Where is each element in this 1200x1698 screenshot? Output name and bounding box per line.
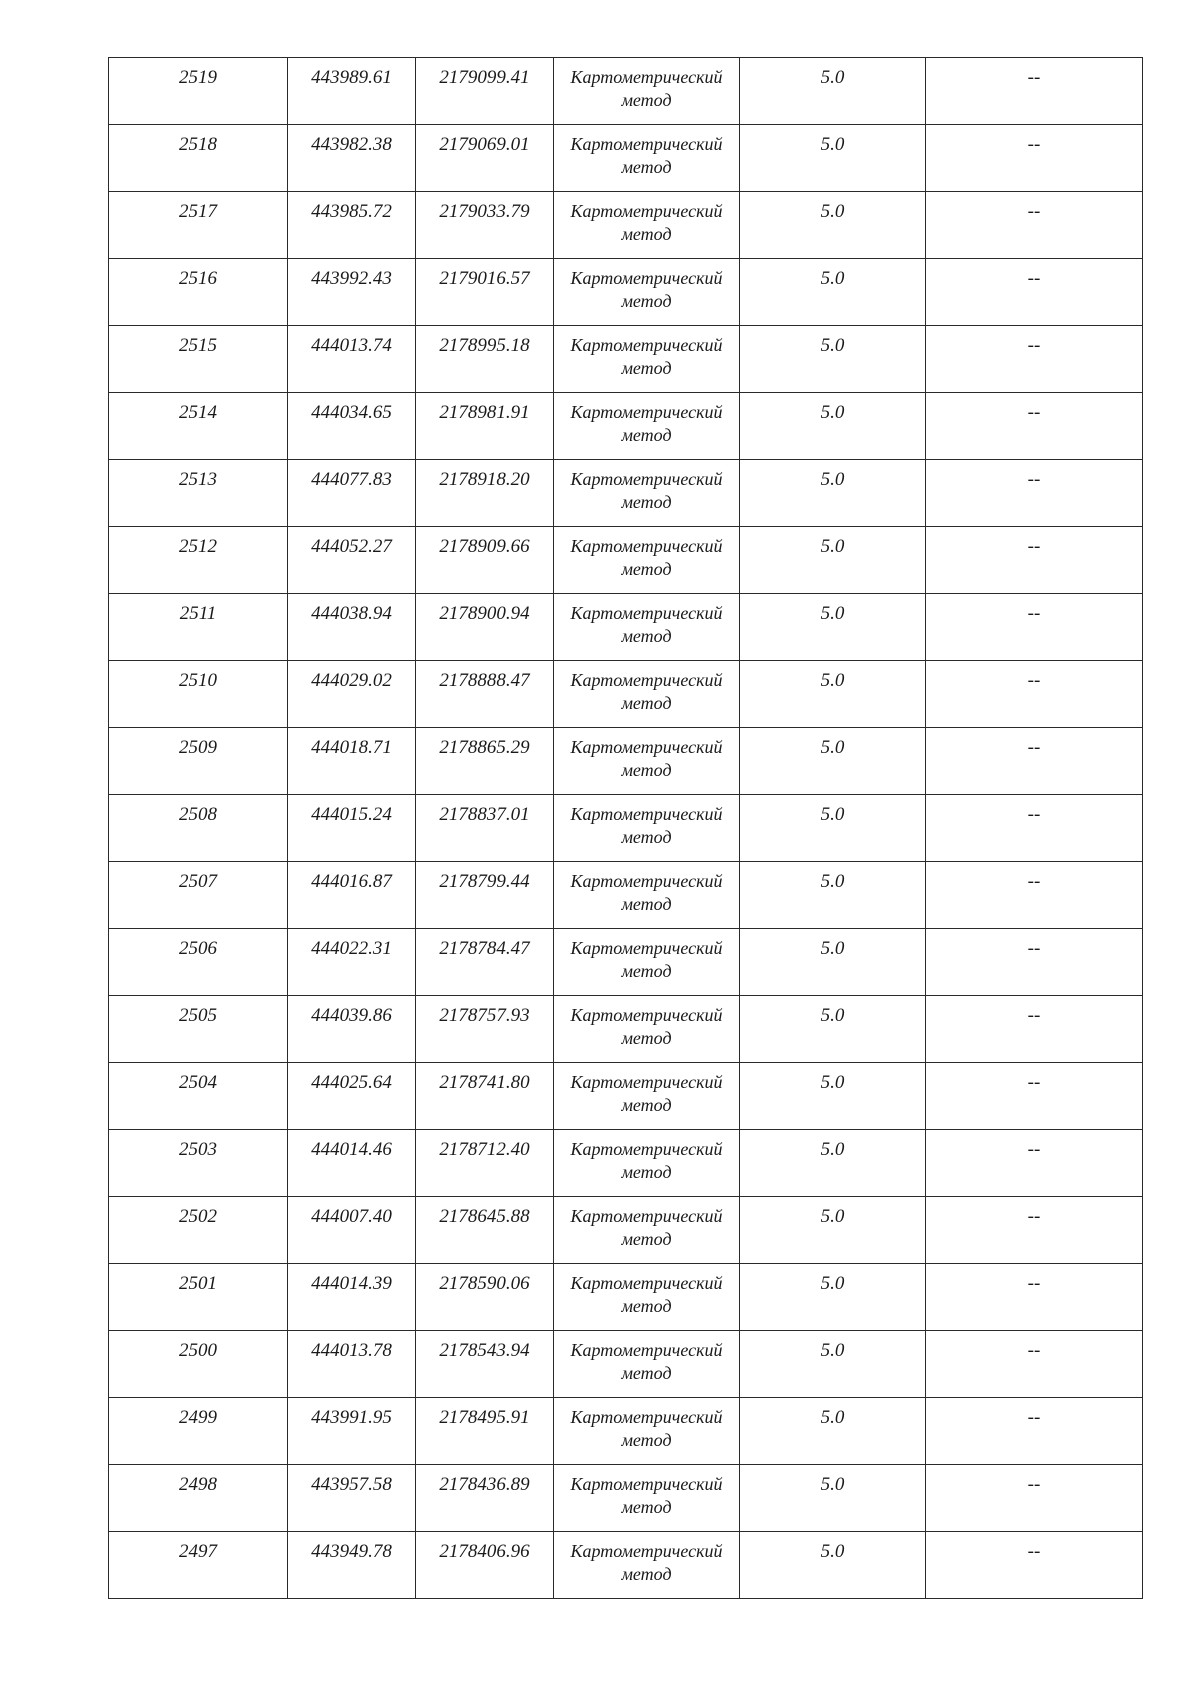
method-cell: Картометрический метод [554,125,740,192]
method-cell: Картометрический метод [554,1465,740,1532]
point-number-cell: 2515 [109,326,288,393]
method-cell: Картометрический метод [554,1532,740,1599]
note-cell: -- [926,326,1143,393]
point-number-cell: 2517 [109,192,288,259]
point-number-cell: 2504 [109,1063,288,1130]
point-number-cell: 2499 [109,1398,288,1465]
accuracy-cell: 5.0 [740,996,926,1063]
x-coordinate-cell: 443949.78 [288,1532,416,1599]
note-cell: -- [926,929,1143,996]
x-coordinate-cell: 443989.61 [288,58,416,125]
table-row [109,58,1143,125]
x-coordinate-cell: 444052.27 [288,527,416,594]
accuracy-cell: 5.0 [740,1532,926,1599]
table-row [109,1465,1143,1532]
table-row [109,996,1143,1063]
y-coordinate-cell: 2178981.91 [416,393,554,460]
method-cell: Картометрический метод [554,1331,740,1398]
point-number-cell: 2505 [109,996,288,1063]
method-cell: Картометрический метод [554,58,740,125]
method-cell: Картометрический метод [554,393,740,460]
y-coordinate-cell: 2178645.88 [416,1197,554,1264]
note-cell: -- [926,460,1143,527]
point-number-cell: 2503 [109,1130,288,1197]
point-number-cell: 2519 [109,58,288,125]
point-number-cell: 2497 [109,1532,288,1599]
table-row [109,862,1143,929]
accuracy-cell: 5.0 [740,929,926,996]
y-coordinate-cell: 2178865.29 [416,728,554,795]
y-coordinate-cell: 2179069.01 [416,125,554,192]
y-coordinate-cell: 2178888.47 [416,661,554,728]
table-row [109,1532,1143,1599]
method-cell: Картометрический метод [554,326,740,393]
accuracy-cell: 5.0 [740,1331,926,1398]
method-cell: Картометрический метод [554,1264,740,1331]
method-cell: Картометрический метод [554,1398,740,1465]
x-coordinate-cell: 444014.46 [288,1130,416,1197]
note-cell: -- [926,594,1143,661]
table-row [109,259,1143,326]
note-cell: -- [926,125,1143,192]
note-cell: -- [926,1398,1143,1465]
coordinates-table [108,57,1143,1599]
point-number-cell: 2511 [109,594,288,661]
table-row [109,125,1143,192]
note-cell: -- [926,1197,1143,1264]
x-coordinate-cell: 443991.95 [288,1398,416,1465]
point-number-cell: 2513 [109,460,288,527]
point-number-cell: 2518 [109,125,288,192]
note-cell: -- [926,728,1143,795]
point-number-cell: 2516 [109,259,288,326]
y-coordinate-cell: 2178741.80 [416,1063,554,1130]
accuracy-cell: 5.0 [740,125,926,192]
method-cell: Картометрический метод [554,862,740,929]
method-cell: Картометрический метод [554,996,740,1063]
point-number-cell: 2510 [109,661,288,728]
note-cell: -- [926,1331,1143,1398]
note-cell: -- [926,192,1143,259]
y-coordinate-cell: 2179033.79 [416,192,554,259]
x-coordinate-cell: 444014.39 [288,1264,416,1331]
point-number-cell: 2507 [109,862,288,929]
note-cell: -- [926,1063,1143,1130]
note-cell: -- [926,259,1143,326]
x-coordinate-cell: 444013.74 [288,326,416,393]
accuracy-cell: 5.0 [740,1197,926,1264]
point-number-cell: 2506 [109,929,288,996]
table-row [109,795,1143,862]
note-cell: -- [926,1465,1143,1532]
y-coordinate-cell: 2178900.94 [416,594,554,661]
table-row [109,1130,1143,1197]
x-coordinate-cell: 444022.31 [288,929,416,996]
point-number-cell: 2509 [109,728,288,795]
table-row [109,460,1143,527]
y-coordinate-cell: 2178712.40 [416,1130,554,1197]
point-number-cell: 2514 [109,393,288,460]
y-coordinate-cell: 2178757.93 [416,996,554,1063]
x-coordinate-cell: 444039.86 [288,996,416,1063]
y-coordinate-cell: 2178590.06 [416,1264,554,1331]
table-row [109,1264,1143,1331]
note-cell: -- [926,661,1143,728]
method-cell: Картометрический метод [554,929,740,996]
x-coordinate-cell: 444013.78 [288,1331,416,1398]
x-coordinate-cell: 444038.94 [288,594,416,661]
accuracy-cell: 5.0 [740,661,926,728]
point-number-cell: 2502 [109,1197,288,1264]
method-cell: Картометрический метод [554,795,740,862]
note-cell: -- [926,996,1143,1063]
method-cell: Картометрический метод [554,728,740,795]
y-coordinate-cell: 2178909.66 [416,527,554,594]
x-coordinate-cell: 444034.65 [288,393,416,460]
accuracy-cell: 5.0 [740,1264,926,1331]
accuracy-cell: 5.0 [740,527,926,594]
y-coordinate-cell: 2178495.91 [416,1398,554,1465]
method-cell: Картометрический метод [554,527,740,594]
accuracy-cell: 5.0 [740,460,926,527]
table-row [109,1331,1143,1398]
note-cell: -- [926,1264,1143,1331]
y-coordinate-cell: 2178406.96 [416,1532,554,1599]
method-cell: Картометрический метод [554,594,740,661]
y-coordinate-cell: 2178543.94 [416,1331,554,1398]
note-cell: -- [926,58,1143,125]
note-cell: -- [926,527,1143,594]
accuracy-cell: 5.0 [740,393,926,460]
x-coordinate-cell: 444077.83 [288,460,416,527]
y-coordinate-cell: 2178436.89 [416,1465,554,1532]
accuracy-cell: 5.0 [740,1398,926,1465]
x-coordinate-cell: 443992.43 [288,259,416,326]
note-cell: -- [926,1130,1143,1197]
x-coordinate-cell: 443957.58 [288,1465,416,1532]
y-coordinate-cell: 2179016.57 [416,259,554,326]
x-coordinate-cell: 444025.64 [288,1063,416,1130]
y-coordinate-cell: 2178837.01 [416,795,554,862]
y-coordinate-cell: 2179099.41 [416,58,554,125]
method-cell: Картометрический метод [554,259,740,326]
table-row [109,192,1143,259]
accuracy-cell: 5.0 [740,1130,926,1197]
method-cell: Картометрический метод [554,1063,740,1130]
point-number-cell: 2508 [109,795,288,862]
x-coordinate-cell: 444016.87 [288,862,416,929]
accuracy-cell: 5.0 [740,192,926,259]
table-row [109,326,1143,393]
table-row [109,393,1143,460]
table-row [109,527,1143,594]
note-cell: -- [926,1532,1143,1599]
point-number-cell: 2501 [109,1264,288,1331]
y-coordinate-cell: 2178799.44 [416,862,554,929]
accuracy-cell: 5.0 [740,326,926,393]
accuracy-cell: 5.0 [740,728,926,795]
method-cell: Картометрический метод [554,1130,740,1197]
x-coordinate-cell: 443985.72 [288,192,416,259]
table-row [109,728,1143,795]
accuracy-cell: 5.0 [740,862,926,929]
table-row [109,661,1143,728]
accuracy-cell: 5.0 [740,594,926,661]
note-cell: -- [926,795,1143,862]
table-row [109,594,1143,661]
table-row [109,1398,1143,1465]
point-number-cell: 2512 [109,527,288,594]
point-number-cell: 2500 [109,1331,288,1398]
table-row [109,1063,1143,1130]
y-coordinate-cell: 2178784.47 [416,929,554,996]
x-coordinate-cell: 444015.24 [288,795,416,862]
y-coordinate-cell: 2178918.20 [416,460,554,527]
accuracy-cell: 5.0 [740,795,926,862]
x-coordinate-cell: 444029.02 [288,661,416,728]
x-coordinate-cell: 444007.40 [288,1197,416,1264]
method-cell: Картометрический метод [554,460,740,527]
table-row [109,1197,1143,1264]
coordinates-table-body [109,58,1143,1599]
method-cell: Картометрический метод [554,1197,740,1264]
accuracy-cell: 5.0 [740,259,926,326]
accuracy-cell: 5.0 [740,1465,926,1532]
x-coordinate-cell: 443982.38 [288,125,416,192]
accuracy-cell: 5.0 [740,58,926,125]
accuracy-cell: 5.0 [740,1063,926,1130]
note-cell: -- [926,393,1143,460]
method-cell: Картометрический метод [554,661,740,728]
table-row [109,929,1143,996]
method-cell: Картометрический метод [554,192,740,259]
x-coordinate-cell: 444018.71 [288,728,416,795]
point-number-cell: 2498 [109,1465,288,1532]
note-cell: -- [926,862,1143,929]
y-coordinate-cell: 2178995.18 [416,326,554,393]
